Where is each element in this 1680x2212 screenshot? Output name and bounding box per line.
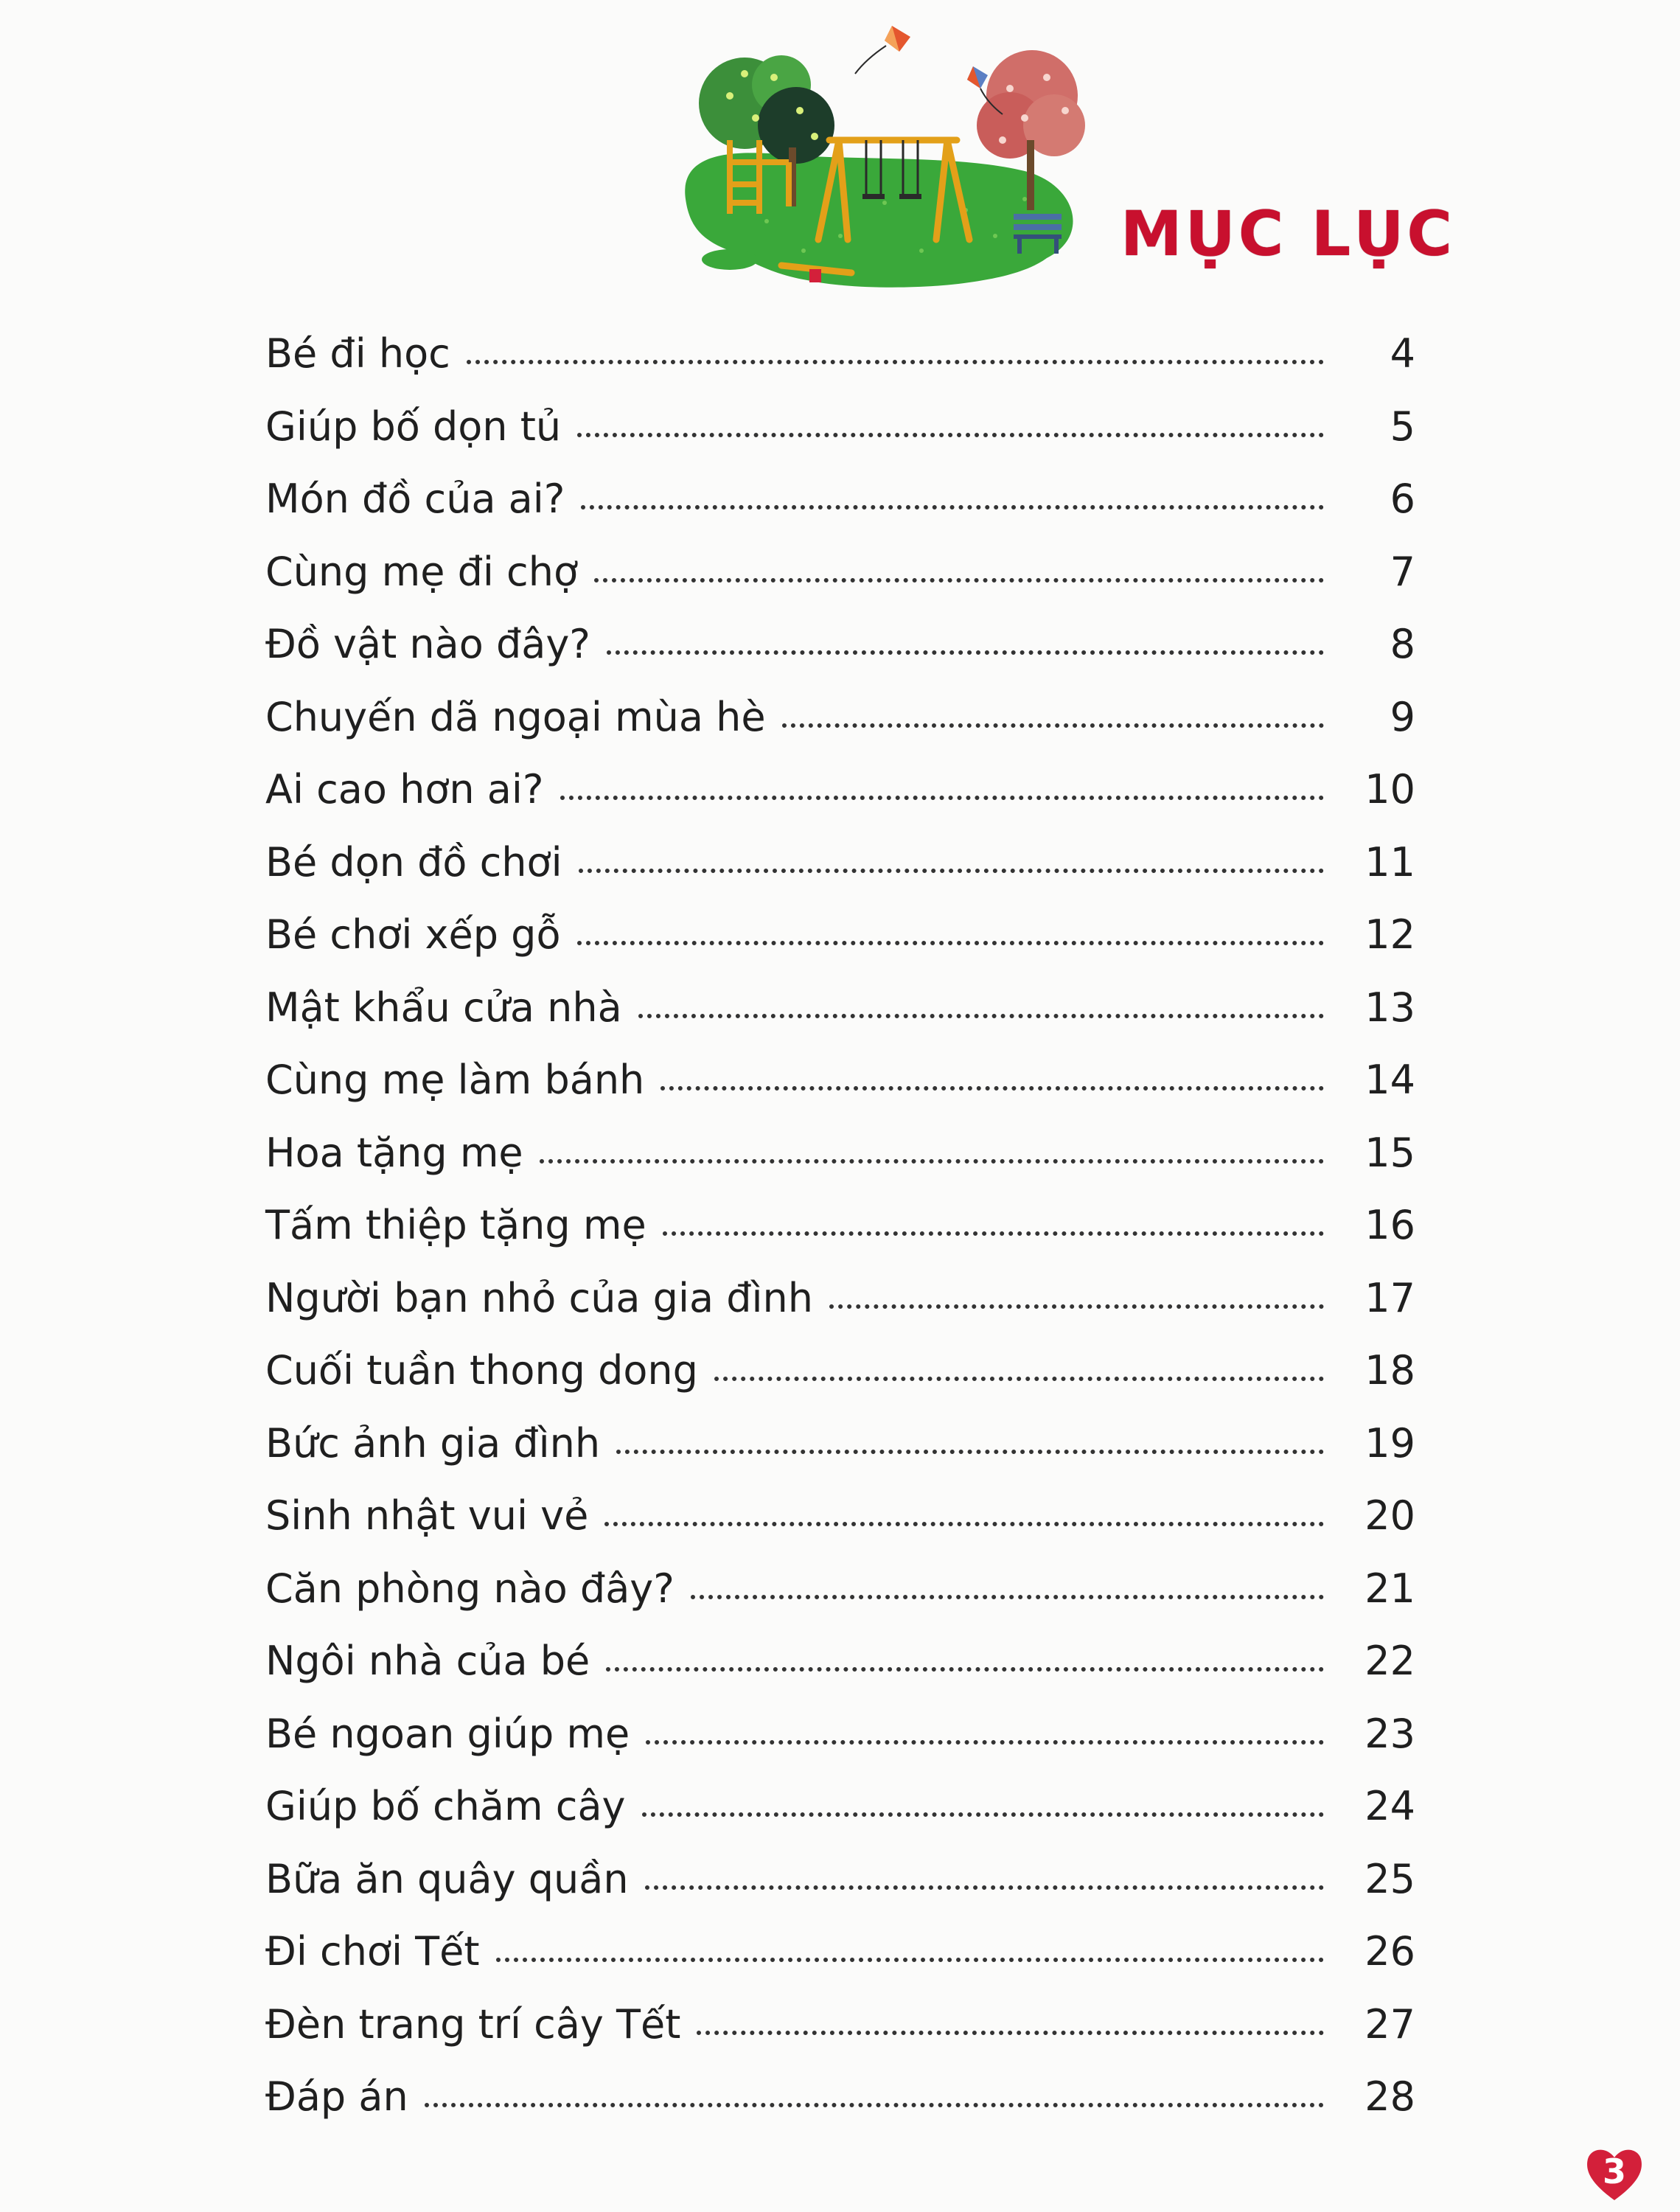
toc-entry-page: 28 [1364, 2073, 1415, 2120]
toc-entry-page: 19 [1364, 1419, 1415, 1467]
toc-entry-page: 21 [1364, 1565, 1415, 1612]
toc-entry [265, 766, 1415, 839]
toc-entry [265, 621, 1415, 694]
toc-entry-page: 22 [1364, 1638, 1415, 1684]
dot-leader [425, 2103, 1324, 2107]
dot-leader [467, 360, 1324, 364]
toc-entry [265, 403, 1415, 476]
dot-leader [638, 1014, 1324, 1018]
toc-entry-title: Bức ảnh gia đình [265, 1419, 601, 1467]
toc-entry [265, 1783, 1415, 1856]
toc-entry-page: 15 [1364, 1129, 1415, 1176]
toc-entry [265, 1057, 1415, 1130]
toc-entry-title: Hoa tặng mẹ [265, 1129, 523, 1176]
dot-leader [661, 1086, 1324, 1091]
toc-entry-title: Ngôi nhà của bé [265, 1638, 590, 1684]
dot-leader [782, 723, 1324, 728]
toc-entry-title: Bé đi học [265, 330, 450, 377]
toc-entry-title: Sinh nhật vui vẻ [265, 1492, 589, 1539]
toc-entry-title: Bé dọn đồ chơi [265, 838, 562, 886]
toc-entry [265, 1347, 1415, 1420]
toc-entry-title: Tấm thiệp tặng mẹ [265, 1202, 646, 1248]
dot-leader [579, 869, 1324, 873]
toc-entry [265, 984, 1415, 1057]
table-of-contents [265, 330, 1415, 2146]
dot-leader [642, 1812, 1324, 1817]
toc-entry-title: Bữa ăn quây quần [265, 1855, 629, 1902]
toc-entry [265, 694, 1415, 767]
dot-leader [829, 1304, 1324, 1309]
dot-leader [691, 1595, 1324, 1599]
toc-entry-page: 18 [1364, 1347, 1415, 1394]
dot-leader [606, 1667, 1324, 1672]
toc-entry [265, 1638, 1415, 1711]
dot-leader [646, 1740, 1324, 1745]
toc-entry [265, 839, 1415, 912]
toc-entry [265, 1202, 1415, 1275]
toc-entry [265, 2073, 1415, 2146]
toc-entry [265, 1275, 1415, 1348]
dot-leader [577, 941, 1325, 945]
toc-entry-page: 20 [1364, 1492, 1415, 1539]
toc-entry-page: 6 [1390, 476, 1415, 522]
toc-entry-page: 26 [1364, 1928, 1415, 1975]
toc-entry-title: Cuối tuần thong dong [265, 1347, 698, 1394]
toc-entry-title: Mật khẩu cửa nhà [265, 984, 622, 1031]
toc-entry-title: Giúp bố dọn tủ [265, 403, 562, 450]
toc-entry-page: 27 [1364, 2000, 1415, 2048]
dot-leader [663, 1231, 1324, 1236]
toc-entry [265, 1492, 1415, 1565]
toc-entry-title: Giúp bố chăm cây [265, 1783, 626, 1829]
playground-illustration [678, 15, 1091, 302]
toc-entry-page: 10 [1364, 766, 1415, 813]
toc-entry-title: Đồ vật nào đây? [265, 621, 590, 667]
toc-entry-page: 8 [1390, 621, 1415, 667]
toc-entry-title: Ai cao hơn ai? [265, 766, 544, 813]
toc-entry-page: 7 [1390, 548, 1415, 595]
toc-entry-page: 24 [1364, 1783, 1415, 1829]
toc-entry-page: 5 [1390, 403, 1415, 450]
toc-entry-title: Căn phòng nào đây? [265, 1565, 675, 1612]
toc-entry [265, 911, 1415, 984]
toc-entry-title: Chuyến dã ngoại mùa hè [265, 693, 766, 740]
toc-entry [265, 1130, 1415, 1203]
toc-entry-title: Người bạn nhỏ của gia đình [265, 1274, 813, 1321]
dot-leader [607, 650, 1324, 655]
toc-entry-page: 11 [1364, 838, 1415, 886]
toc-entry-page: 16 [1364, 1202, 1415, 1248]
toc-entry-title: Bé ngoan giúp mẹ [265, 1710, 630, 1757]
toc-entry-title: Cùng mẹ đi chợ [265, 548, 578, 595]
toc-entry-title: Bé chơi xếp gỗ [265, 911, 561, 958]
toc-entry-page: 25 [1364, 1855, 1415, 1902]
toc-entry-page: 12 [1364, 911, 1415, 958]
dot-leader [604, 1522, 1324, 1526]
toc-entry-page: 14 [1364, 1057, 1415, 1103]
page-title: MỤC LỤC [1120, 198, 1456, 270]
toc-entry [265, 1711, 1415, 1784]
dot-leader [616, 1450, 1324, 1454]
toc-entry-page: 23 [1364, 1710, 1415, 1757]
dot-leader [714, 1377, 1324, 1381]
toc-entry [265, 476, 1415, 549]
toc-entry-page: 9 [1390, 693, 1415, 740]
toc-entry [265, 549, 1415, 622]
dot-leader [496, 1958, 1324, 1962]
toc-entry-title: Đi chơi Tết [265, 1928, 480, 1975]
dot-leader [577, 433, 1324, 437]
dot-leader [594, 578, 1324, 582]
toc-entry-title: Đáp án [265, 2073, 408, 2120]
dot-leader [540, 1159, 1324, 1164]
toc-entry [265, 2001, 1415, 2074]
dot-leader [581, 505, 1324, 509]
toc-entry [265, 1420, 1415, 1493]
dot-leader [645, 1885, 1324, 1890]
page-number-badge [1583, 2143, 1645, 2205]
dot-leader [560, 796, 1325, 800]
toc-entry-title: Cùng mẹ làm bánh [265, 1057, 645, 1103]
toc-entry [265, 330, 1415, 403]
toc-entry [265, 1856, 1415, 1929]
dot-leader [697, 2031, 1324, 2035]
toc-entry-title: Đèn trang trí cây Tết [265, 2000, 681, 2048]
page-number: 3 [1602, 2152, 1626, 2191]
toc-entry-title: Món đồ của ai? [265, 476, 565, 522]
toc-entry-page: 17 [1364, 1274, 1415, 1321]
toc-entry [265, 1565, 1415, 1638]
toc-entry [265, 1928, 1415, 2001]
toc-entry-page: 13 [1364, 984, 1415, 1031]
toc-entry-page: 4 [1390, 330, 1415, 377]
